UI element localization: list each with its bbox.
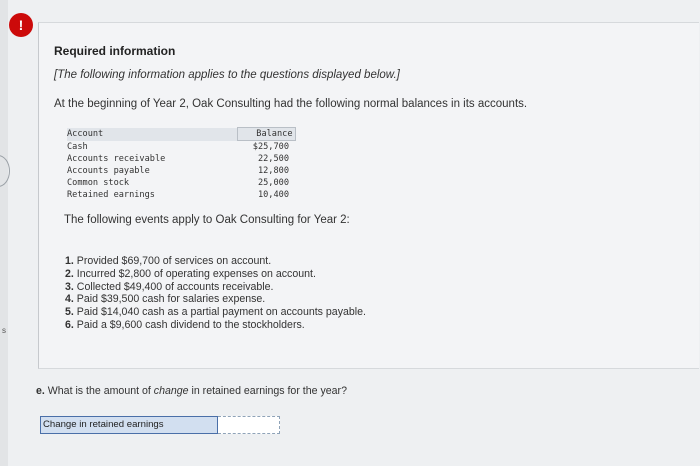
question-emphasis: change xyxy=(153,385,189,397)
table-row xyxy=(67,165,295,177)
list-item xyxy=(65,268,366,281)
question-e xyxy=(36,385,347,397)
event-text: Collected $49,400 of accounts receivable. xyxy=(76,280,274,293)
account-column-header: Account xyxy=(67,128,237,141)
events-intro: The following events apply to Oak Consulting for Year 2: xyxy=(64,214,350,226)
events-list xyxy=(65,255,366,332)
list-item xyxy=(65,281,366,294)
required-information-title: Required information xyxy=(54,44,176,58)
table-header-row xyxy=(67,128,295,141)
account-name: Common stock xyxy=(67,178,130,189)
account-balance: 12,800 xyxy=(257,166,289,177)
event-number: 3. xyxy=(65,280,74,293)
list-item xyxy=(65,306,366,319)
event-number: 1. xyxy=(65,255,74,267)
event-text: Paid $14,040 cash as a partial payment on accounts payable. xyxy=(76,306,366,319)
account-name: Cash xyxy=(67,141,88,152)
list-item xyxy=(65,255,366,268)
event-text: Incurred $2,800 of operating expenses on account. xyxy=(76,267,316,280)
table-row xyxy=(67,177,295,189)
question-text-after: in retained earnings for the year? xyxy=(188,385,347,397)
event-text: Paid $39,500 cash for salaries expense. xyxy=(76,293,266,306)
table-row xyxy=(67,153,295,165)
account-balance: 22,500 xyxy=(257,154,289,165)
event-number: 6. xyxy=(65,318,74,331)
account-balance: $25,700 xyxy=(252,142,289,153)
required-information-subtitle: [The following information applies to the questions displayed below.] xyxy=(54,69,400,81)
event-number: 5. xyxy=(65,306,74,319)
left-edge-mark: s xyxy=(2,326,6,335)
account-name: Retained earnings xyxy=(67,190,155,201)
table-row xyxy=(67,141,295,154)
event-text: Provided $69,700 of services on account. xyxy=(76,255,272,267)
account-balance: 25,000 xyxy=(257,178,289,189)
alert-icon: ! xyxy=(9,13,33,37)
account-name: Accounts receivable xyxy=(67,154,166,165)
account-name: Accounts payable xyxy=(67,166,150,177)
list-item xyxy=(65,319,366,332)
left-panel-arc xyxy=(0,155,10,187)
required-information-panel xyxy=(38,22,699,369)
answer-label: Change in retained earnings xyxy=(40,416,218,434)
change-in-retained-earnings-input[interactable] xyxy=(218,416,280,434)
event-text: Paid a $9,600 cash dividend to the stockholders. xyxy=(76,318,305,331)
balances-intro: At the beginning of Year 2, Oak Consulting had the following normal balances in its accounts. xyxy=(54,98,528,110)
balance-column-header: Balance xyxy=(237,128,295,141)
list-item xyxy=(65,293,366,306)
event-number: 2. xyxy=(65,267,74,280)
account-balance: 10,400 xyxy=(257,190,289,201)
account-balances-table xyxy=(67,127,296,202)
left-panel-edge xyxy=(0,0,8,466)
event-number: 4. xyxy=(65,293,74,306)
question-letter: e. xyxy=(36,385,45,397)
answer-row xyxy=(40,416,280,434)
table-row xyxy=(67,189,295,201)
question-text-before: What is the amount of xyxy=(44,385,154,397)
